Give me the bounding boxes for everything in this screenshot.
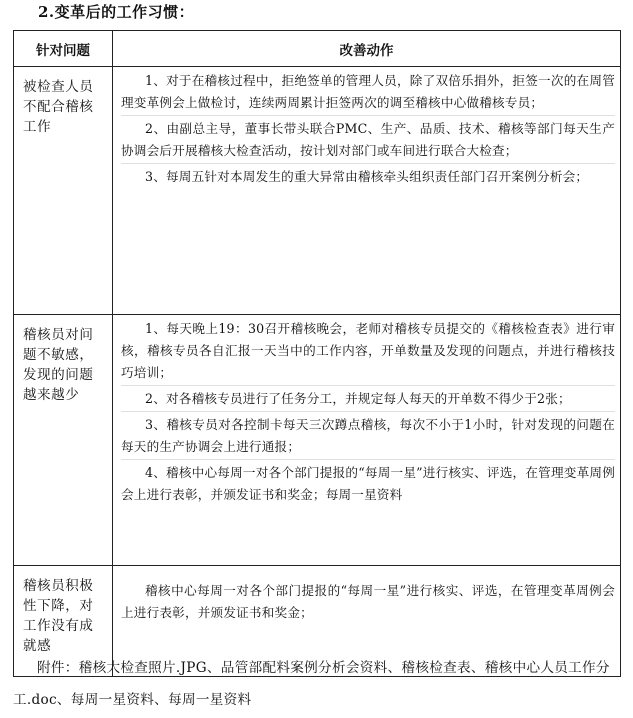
action-item: 3、稽核专员对各控制卡每天三次蹲点稽核，每次不小于1小时，针对发现的问题在每天的生产协调会上进行通报； bbox=[121, 414, 615, 460]
action-item: 3、每周五针对本周发生的重大异常由稽核牵头组织责任部门召开案例分析会； bbox=[145, 169, 589, 184]
table-row bbox=[14, 67, 621, 315]
section-title: 2.变革后的工作习惯： bbox=[38, 3, 195, 21]
action-item: 1、对于在稽核过程中，拒绝签单的管理人员，除了双倍乐捐外，拒签一次的在周管理变革例会上做检讨，连续两周累计拒签两次的调至稽核中心做稽核专员； bbox=[121, 70, 615, 116]
action-item: 4、稽核中心每周一对各个部门提报的“每周一星”进行核实、评选，在管理变革周例会上进行表彰，并颁发证书和奖金；每周一星资料 bbox=[121, 465, 615, 502]
actions-cell bbox=[113, 67, 621, 315]
problem-cell: 稽核员积极性下降，对工作没有成就感 bbox=[14, 566, 113, 677]
problem-cell: 稽核员对问题不敏感，发现的问题越来越少 bbox=[14, 315, 113, 566]
action-item: 2、由副总主导，董事长带头联合PMC、生产、品质、技术、稽核等部门每天生产协调会后开展稽核大检查活动，按计划对部门或车间进行联合大检查； bbox=[121, 118, 615, 164]
action-item: 2、对各稽核专员进行了任务分工，并规定每人每天的开单数不得少于2张； bbox=[121, 388, 615, 412]
improvement-table bbox=[13, 30, 621, 677]
table-header-row bbox=[14, 31, 621, 67]
action-item: 1、每天晚上19：30召开稽核晚会，老师对稽核专员提交的《稽核检查表》进行审核，稽核专员各自汇报一天当中的工作内容，开单数量及发现的问题点，并进行稽核技巧培训； bbox=[121, 318, 615, 386]
header-actions: 改善动作 bbox=[113, 31, 621, 67]
header-problem: 针对问题 bbox=[14, 31, 113, 67]
table-row bbox=[14, 315, 621, 566]
problem-cell: 被检查人员不配合稽核工作 bbox=[14, 67, 113, 315]
actions-cell bbox=[113, 315, 621, 566]
attachments-note: 附件：稽核大检查照片.JPG、品管部配料案例分析会资料、稽核检查表、稽核中心人员工作分工.doc、每周一星资料、每周一星资料 bbox=[13, 660, 610, 708]
action-item: 稽核中心每周一对各个部门提报的“每周一星”进行核实、评选，在管理变革周例会上进行表彰，并颁发证书和奖金； bbox=[121, 583, 615, 620]
